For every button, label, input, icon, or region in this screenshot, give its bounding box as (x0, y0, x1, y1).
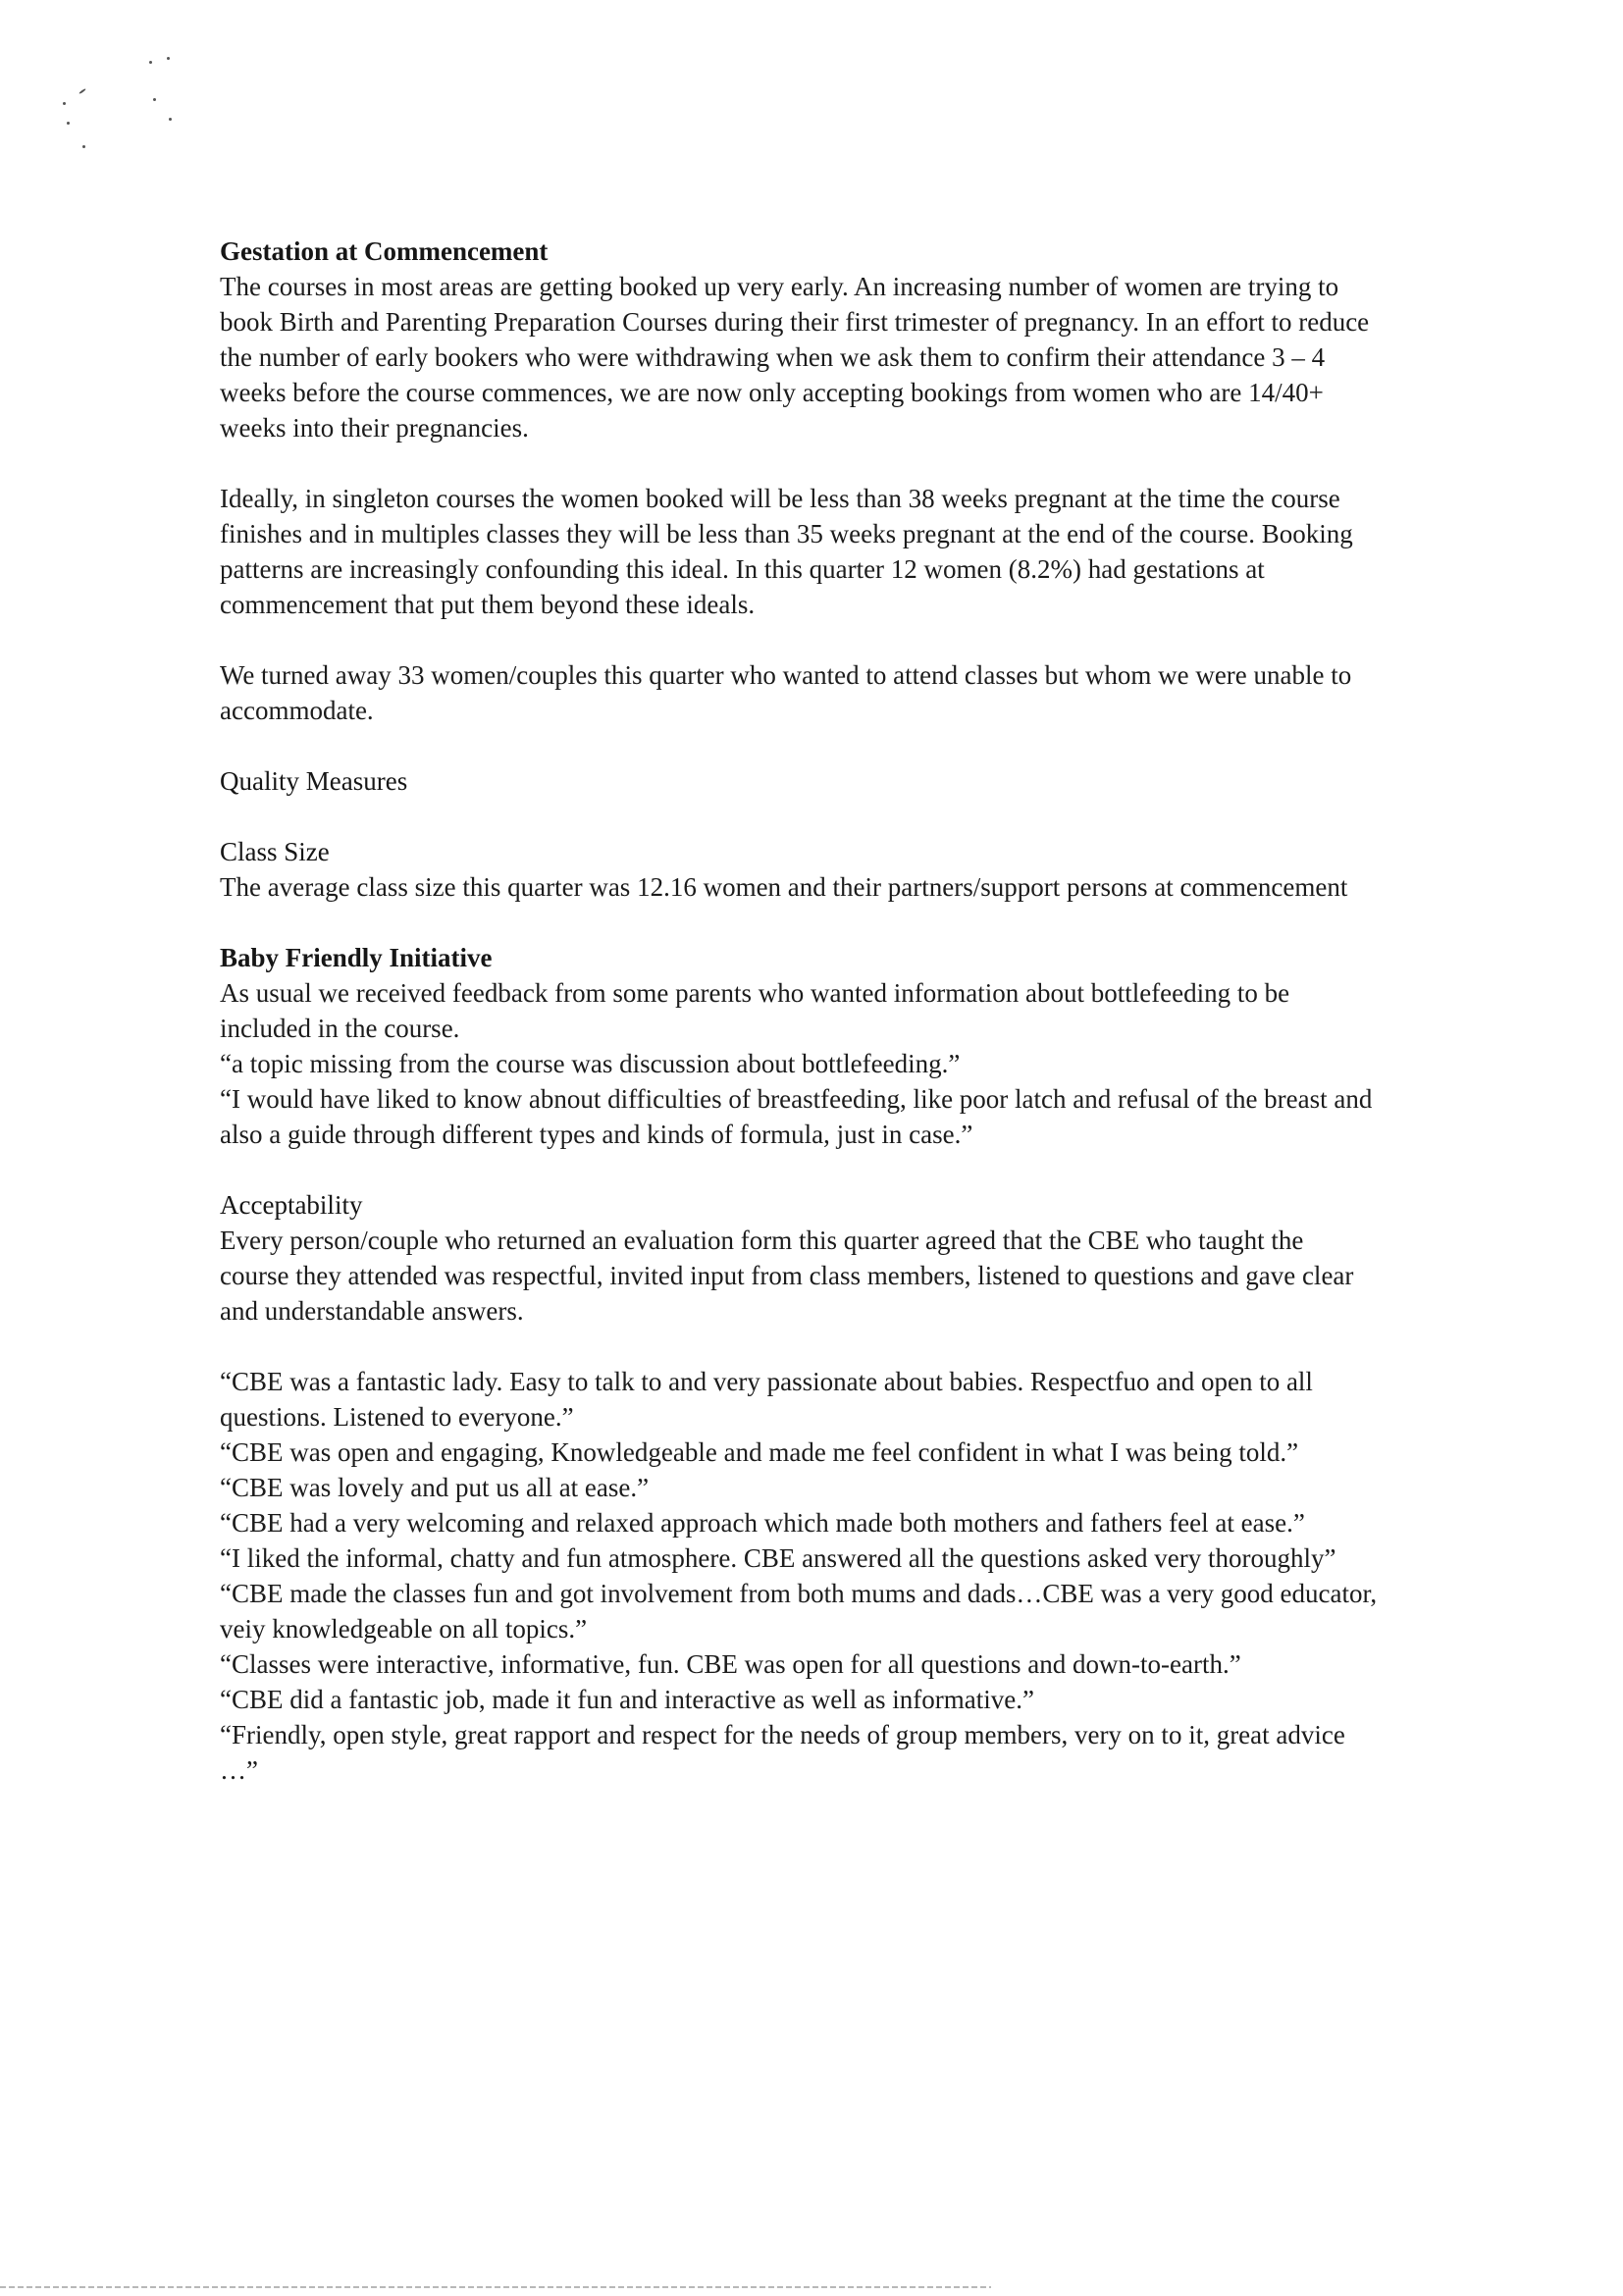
section-title-class-size: Class Size (220, 837, 330, 866)
scan-speck (82, 145, 85, 148)
baby-friendly-paragraph: As usual we received feedback from some parents who wanted information about bottlefeeding to be included in the course. (220, 978, 1290, 1043)
section-title-gestation: Gestation at Commencement (220, 236, 549, 266)
section-quality-measures (220, 763, 1378, 799)
acceptability-quote: “Classes were interactive, informative, fun. CBE was open for all questions and down-to-earth.” (220, 1649, 1241, 1679)
gestation-paragraph-1: The courses in most areas are getting booked up very early. An increasing number of women are trying to book Birth and Parenting Preparation Courses during their first trimester of pregnancy. In an effort to reduce the number of early bookers who were withdrawing when we ask them to confirm their attendance 3 – 4 weeks before the course commences, we are now only accepting bookings from women who are 14/40+ weeks into their pregnancies. (220, 272, 1370, 443)
acceptability-quote-list (220, 1364, 1378, 1788)
scan-speck (169, 118, 172, 121)
section-gestation (220, 234, 1378, 728)
scan-speck (67, 122, 70, 125)
scan-speck (79, 88, 86, 94)
scan-speck (167, 57, 170, 60)
acceptability-quote: “CBE was open and engaging, Knowledgeable and made me feel confident in what I was being told.” (220, 1437, 1299, 1467)
baby-friendly-quote-2: “I would have liked to know abnout difficulties of breastfeeding, like poor latch and refusal of the breast and also a guide through different types and kinds of formula, just in case.” (220, 1084, 1373, 1149)
acceptability-quote: “CBE was a fantastic lady. Easy to talk to and very passionate about babies. Respectfuo and open to all questions. Listened to everyone.” (220, 1367, 1313, 1432)
scan-bottom-edge (0, 2286, 991, 2288)
document-page (220, 234, 1378, 1788)
scan-speck (153, 98, 156, 101)
section-title-baby-friendly: Baby Friendly Initiative (220, 943, 493, 972)
acceptability-quote: “I liked the informal, chatty and fun atmosphere. CBE answered all the questions asked very thoroughly” (220, 1543, 1336, 1573)
class-size-paragraph: The average class size this quarter was 12.16 women and their partners/support persons at commencement (220, 872, 1348, 902)
section-title-acceptability: Acceptability (220, 1190, 363, 1220)
section-class-size (220, 834, 1378, 905)
baby-friendly-quote-1: “a topic missing from the course was discussion about bottlefeeding.” (220, 1049, 961, 1078)
gestation-paragraph-3: We turned away 33 women/couples this quarter who wanted to attend classes but whom we were unable to accommodate. (220, 660, 1352, 725)
gestation-paragraph-2: Ideally, in singleton courses the women booked will be less than 38 weeks pregnant at the time the course finishes and in multiples classes they will be less than 35 weeks pregnant at the end of the course. Booking patterns are increasingly confounding this ideal. In this quarter 12 women (8.2%) had gestations at commencement that put them beyond these ideals. (220, 484, 1353, 619)
scan-speck (149, 61, 152, 64)
section-baby-friendly (220, 940, 1378, 1152)
acceptability-paragraph: Every person/couple who returned an evaluation form this quarter agreed that the CBE who taught the course they attended was respectful, invited input from class members, listened to questions and gave clear and understandable answers. (220, 1226, 1354, 1326)
acceptability-quote: “CBE made the classes fun and got involvement from both mums and dads…CBE was a very good educator, veiy knowledgeable on all topics.” (220, 1579, 1378, 1644)
acceptability-quote: “Friendly, open style, great rapport and respect for the needs of group members, very on to it, great advice …” (220, 1720, 1345, 1785)
scan-speck (63, 102, 66, 105)
section-acceptability (220, 1187, 1378, 1788)
acceptability-quote: “CBE was lovely and put us all at ease.” (220, 1473, 650, 1502)
acceptability-quote: “CBE had a very welcoming and relaxed approach which made both mothers and fathers feel at ease.” (220, 1508, 1305, 1538)
section-title-quality-measures: Quality Measures (220, 766, 408, 796)
acceptability-quote: “CBE did a fantastic job, made it fun and interactive as well as informative.” (220, 1685, 1034, 1714)
